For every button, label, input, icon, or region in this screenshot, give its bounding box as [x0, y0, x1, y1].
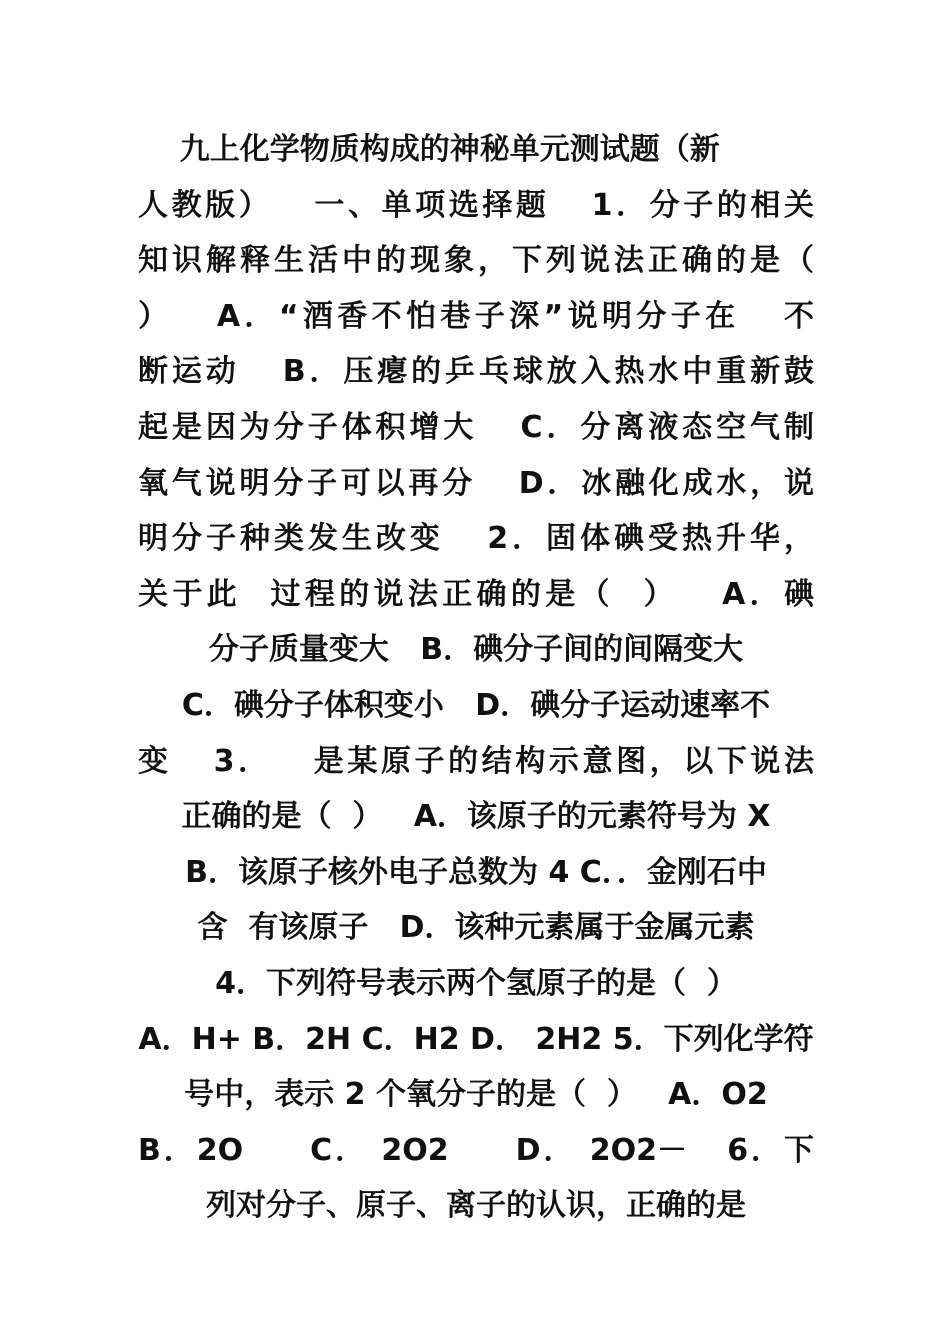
- text-line-2: 人教版） 一、单项选择题 1．分子的相关: [138, 187, 814, 223]
- text-line-4: ） A．“酒香不怕巷子深”说明分子在 不: [138, 298, 814, 334]
- text-line-7: 氧气说明分子可以再分 D．冰融化成水，说: [138, 465, 814, 501]
- text-line-5: 断运动 B．压瘪的乒乓球放入热水中重新鼓: [138, 354, 814, 390]
- text-line-14: B．该原子核外电子总数为 4 C．．金刚石中: [185, 854, 767, 890]
- text-line-6: 起是因为分子体积增大 C．分离液态空气制: [138, 409, 814, 445]
- text-line-19: B．2O C． 2O2 D． 2O2－ 6．下: [138, 1132, 814, 1168]
- text-line-3: 知识解释生活中的现象，下列说法正确的是（: [138, 243, 814, 279]
- text-line-1: 九上化学物质构成的神秘单元测试题（新: [138, 132, 720, 167]
- text-line-12: 变 3． 是某原子的结构示意图，以下说法: [138, 743, 814, 779]
- text-line-17: A．H+ B．2H C．H2 D． 2H2 5．下列化学符: [138, 1021, 814, 1057]
- text-line-15: 含 有该原子 D．该种元素属于金属元素: [197, 910, 755, 946]
- text-line-8: 明分子种类发生改变 2．固体碘受热升华，: [138, 521, 814, 557]
- text-line-18: 号中，表示 2 个氧分子的是（ ） A．O2: [184, 1077, 768, 1113]
- text-line-20: 列对分子、原子、离子的认识，正确的是: [206, 1188, 746, 1224]
- document-body: [138, 122, 814, 1234]
- text-line-10: 分子质量变大 B．碘分子间的间隔变大: [208, 632, 744, 668]
- text-line-13: 正确的是（ ） A．该原子的元素符号为 X: [181, 799, 771, 835]
- text-line-9: 关于此 过程的说法正确的是（ ） A．碘: [138, 576, 814, 612]
- text-line-16: 4．下列符号表示两个氢原子的是（ ）: [215, 965, 737, 1001]
- text-line-11: C．碘分子体积变小 D．碘分子运动速率不: [181, 687, 771, 723]
